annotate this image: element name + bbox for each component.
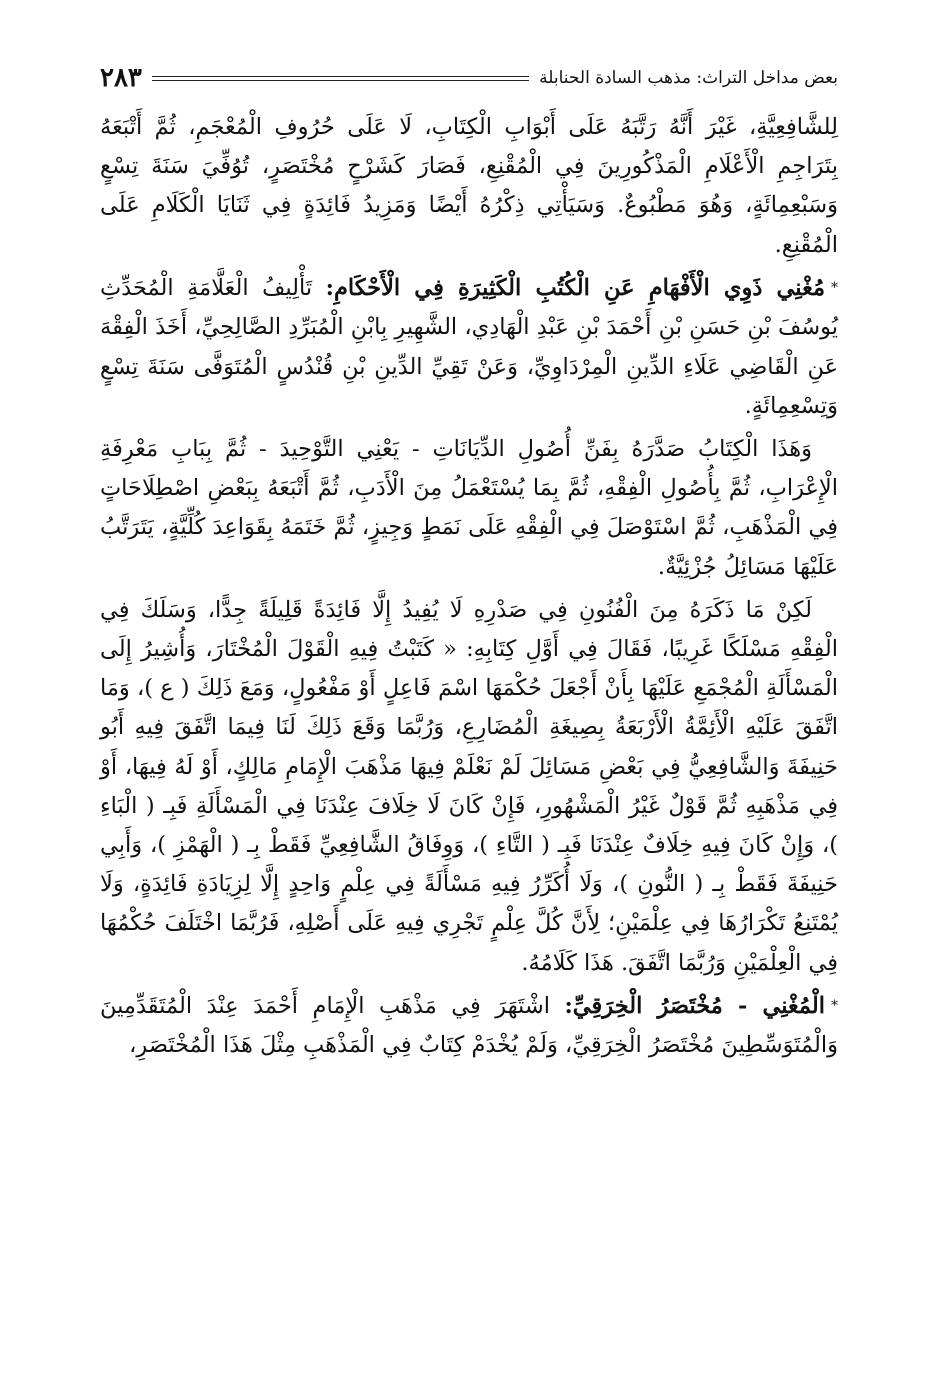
entry-title: مُغْنِي ذَوِي الْأَفْهَامِ عَنِ الْكُتُبِ الْكَثِيرَةِ فِي الْأَحْكَامِ: (325, 274, 826, 301)
book-entry-al-mughni (100, 987, 838, 1066)
paragraph-method-quote (100, 591, 838, 983)
paragraph-book-contents (100, 430, 838, 587)
paragraph-text: وَهَذَا الْكِتَابُ صَدَّرَهُ بِفَنِّ أُصُولِ الدِّيَانَاتِ - يَعْنِي التَّوْحِيدَ - ثُمَّ بِبَابِ مَعْرِفَةِ الْإِعْرَابِ، ثُمَّ بِأُصُولِ الْفِقْهِ، ثُمَّ بِمَا يُسْتَعْمَلُ مِنَ الْأَدَبِ، ثُمَّ أَتْبَعَهُ بِبَعْضِ اصْطِلَاحَاتٍ فِي الْمَذْهَبِ، ثُمَّ اسْتَوْصَلَ فِي الْفِقْهِ عَلَى نَمَطٍ وَجِيزٍ، ثُمَّ خَتَمَهُ بِقَوَاعِدَ كُلِّيَّةٍ، يَتَرَتَّبُ عَلَيْهَا مَسَائِلُ جُزْئِيَّةٌ. (100, 436, 838, 580)
running-header-title: بعض مداخل التراث: مذهب السادة الحنابلة (539, 68, 838, 88)
paragraph-text: تَأْلِيفُ الْعَلَّامَةِ الْمُحَدِّثِ يُوسُفَ بْنِ حَسَنِ بْنِ أَحْمَدَ بْنِ عَبْدِ الْهَادِي، الشَّهِيرِ بِابْنِ الْمُبَرِّدِ الصَّالِحِيِّ، أَخَذَ الْفِقْهَ عَنِ الْقَاضِي عَلَاءِ الدِّينِ الْمِرْدَاوِيِّ، وَعَنْ تَقِيِّ الدِّينِ بْنِ قُنْدُسٍ الْمُتَوَفَّى سَنَةَ تِسْعٍ وَتِسْعِمِائَةٍ. (100, 274, 838, 419)
entry-bullet: * (831, 998, 838, 1015)
paragraph-text: اشْتَهَرَ فِي مَذْهَبِ الْإِمَامِ أَحْمَدَ عِنْدَ الْمُتَقَدِّمِينَ وَالْمُتَوَسِّطِينَ مُخْتَصَرُ الْخِرَقِيِّ، وَلَمْ يُخْدَمْ كِتَابٌ فِي الْمَذْهَبِ مِثْلَ هَذَا الْمُخْتَصَرِ، (100, 992, 838, 1059)
running-header (100, 60, 838, 96)
book-entry-mughni-dhawi-al-afham (100, 269, 838, 426)
header-double-rule (152, 76, 529, 81)
page-number: ٢٨٣ (100, 63, 142, 93)
paragraph-continuation (100, 108, 838, 265)
paragraph-text: لِلشَّافِعِيَّةِ، غَيْرَ أَنَّهُ رَتَّبَهُ عَلَى أَبْوَابِ الْكِتَابِ، لَا عَلَى حُرُوفِ الْمُعْجَمِ، ثُمَّ أَتْبَعَهُ بِتَرَاجِمِ الْأَعْلَامِ الْمَذْكُورِينَ فِي الْمُقْنِعِ، فَصَارَ كَشَرْحٍ مُخْتَصَرٍ، تُوُفِّيَ سَنَةَ تِسْعٍ وَسَبْعِمِائَةٍ، وَهُوَ مَطْبُوعٌ. وَسَيَأْتِي ذِكْرُهُ أَيْضًا وَمَزِيدُ فَائِدَةٍ فِي ثَنَايَا الْكَلَامِ عَلَى الْمُقْنِعِ. (100, 114, 838, 258)
body-text (100, 108, 838, 1066)
entry-bullet: * (831, 280, 839, 297)
book-page (100, 60, 838, 1070)
entry-title: الْمُغْنِي - مُخْتَصَرُ الْخِرَقِيِّ: (564, 992, 825, 1019)
paragraph-text: لَكِنْ مَا ذَكَرَهُ مِنَ الْفُنُونِ فِي صَدْرِهِ لَا يُفِيدُ إِلَّا فَائِدَةً قَلِيلَةً جِدًّا، وَسَلَكَ فِي الْفِقْهِ مَسْلَكًا غَرِيبًا، فَقَالَ فِي أَوَّلِ كِتَابِهِ: « كَتَبْتُ فِيهِ الْقَوْلَ الْمُخْتَارَ، وَأُشِيرُ إِلَى الْمَسْأَلَةِ الْمُجْمَعِ عَلَيْهَا بِأَنْ أَجْعَلَ حُكْمَهَا اسْمَ فَاعِلٍ أَوْ مَفْعُولٍ، وَمَعَ ذَلِكَ ( ع )، وَمَا اتَّفَقَ عَلَيْهِ الْأَئِمَّةُ الْأَرْبَعَةُ بِصِيغَةِ الْمُضَارِعِ، وَرُبَّمَا وَقَعَ ذَلِكَ لَنَا فِيمَا اتَّفَقَ فِيهِ أَبُو حَنِيفَةَ وَالشَّافِعِيُّ فِي بَعْضِ مَسَائِلَ لَمْ نَعْلَمْ فِيهَا مَذْهَبَ الْإِمَامِ مَالِكٍ، أَوْ لَهُ فِيهَا، أَوْ فِي مَذْهَبِهِ ثُمَّ قَوْلٌ غَيْرُ الْمَشْهُورِ، فَإِنْ كَانَ لَا خِلَافَ عِنْدَنَا فِي الْمَسْأَلَةِ فَبِـ ( الْبَاءِ )، وَإِنْ كَانَ فِيهِ خِلَافٌ عِنْدَنَا فَبِـ ( التَّاءِ )، وَوِفَاقُ الشَّافِعِيِّ فَقَطْ بِـ ( الْهَمْزِ )، وَأَبِي حَنِيفَةَ فَقَطْ بِـ ( النُّونِ )، وَلَا أُكَرِّرُ فِيهِ مَسْأَلَةً فِي عِلْمٍ وَاحِدٍ إِلَّا لِزِيَادَةِ فَائِدَةٍ، وَلَا يُمْتَنِعُ تَكْرَارُهَا فِي عِلْمَيْنِ؛ لِأَنَّ كُلَّ عِلْمٍ تَجْرِي فِيهِ عَلَى أَصْلِهِ، فَرُبَّمَا اخْتَلَفَ حُكْمُهَا فِي الْعِلْمَيْنِ وَرُبَّمَا اتَّفَقَ. هَذَا كَلَامُهُ. (100, 596, 839, 976)
